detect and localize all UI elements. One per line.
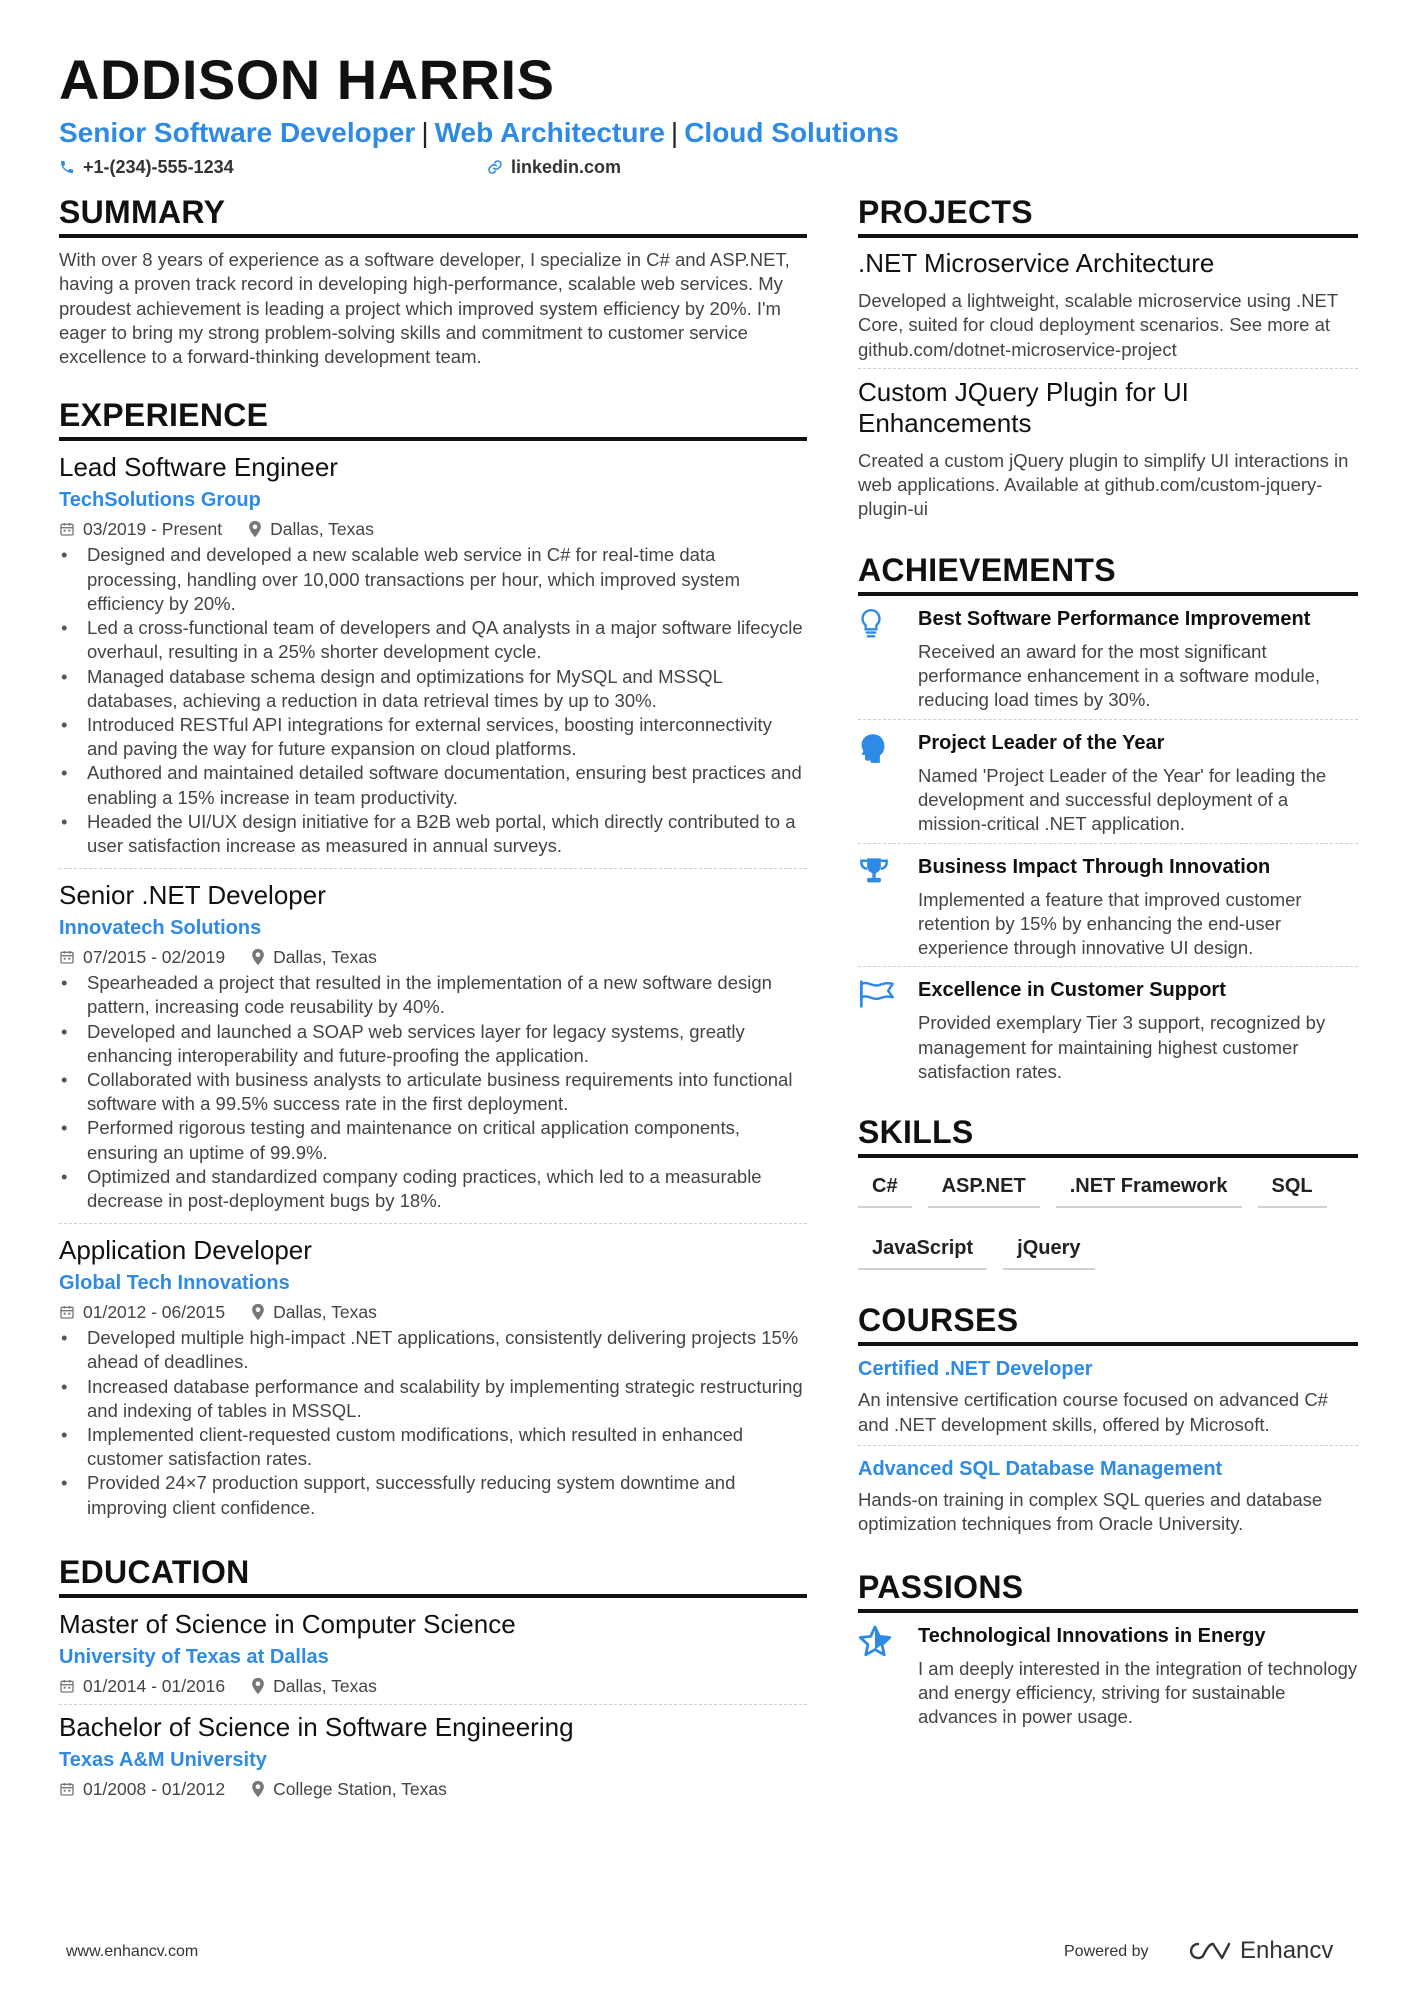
achievement-icon-slot [858, 730, 918, 837]
achievement-title: Excellence in Customer Support [918, 979, 1226, 1002]
headline-role: Senior Software Developer [59, 117, 416, 148]
education-entry [59, 1711, 807, 1811]
location-pin-icon [251, 948, 265, 966]
skill-tag: JavaScript [858, 1230, 987, 1270]
phone-number: +1-(234)-555-1234 [83, 157, 234, 177]
passions-section [858, 1567, 1358, 1736]
achievement-description: Received an award for the most significant performance enhancement in a software module, reducing load times by 30%. [918, 640, 1321, 711]
skill-tag: SQL [1258, 1168, 1327, 1208]
job-dates-text: 01/2012 - 06/2015 [83, 1302, 226, 1323]
job-bullet: • Led a cross-functional team of developers and QA analysts in a major software lifecycle overhaul, resulting in a 25% shorter development cycle. [59, 616, 807, 664]
contact-linkedin[interactable] [487, 156, 621, 178]
summary-text: With over 8 years of experience as a software developer, I specialize in C# and ASP.NET, having a proven track record in developing high-performance, scalable web services. My proudest achievement is leading a project which improved system efficiency by 20%. I'm eager to bring my strong problem-solving skills and commitment to customer service excellence to a forward-thinking development team. [59, 249, 790, 368]
footer-brand-name: Enhancv [1240, 1937, 1334, 1964]
headline-separator: | [670, 117, 679, 148]
calendar-icon [59, 1304, 75, 1320]
right-column [858, 192, 1358, 1761]
education-meta [59, 1777, 807, 1801]
footer-powered-by: Powered by [1064, 1943, 1149, 1960]
achievement-body [918, 977, 1358, 1084]
job-bullet: • Implemented client-requested custom modifications, which resulted in enhanced customer satisfaction rates. [59, 1423, 807, 1471]
headline-separator: | [421, 117, 429, 148]
achievement-entry [858, 977, 1358, 1090]
head-icon [858, 732, 888, 764]
job-bullet: • Spearheaded a project that resulted in the implementation of a new software design pattern, increasing code reusability by 40%. [59, 971, 807, 1019]
calendar-icon [59, 949, 75, 965]
location-pin-icon [251, 1303, 265, 1321]
courses-heading: COURSES [858, 1300, 1358, 1346]
phone-icon [59, 159, 75, 175]
courses-section [858, 1300, 1358, 1544]
candidate-name: ADDISON HARRIS [59, 48, 555, 111]
project-entry [858, 248, 1358, 369]
job-location [251, 1300, 377, 1324]
achievement-entry [858, 730, 1358, 844]
achievement-icon-slot [858, 977, 918, 1084]
skills-list [858, 1168, 1358, 1292]
achievement-description: Named 'Project Leader of the Year' for leading the development and successful deployment of a mission-critical .NET application. [918, 764, 1327, 835]
headline-focus-2: Cloud Solutions [684, 117, 899, 148]
achievement-icon-slot [858, 854, 918, 961]
achievement-title: Best Software Performance Improvement [918, 607, 1311, 630]
skill-tag: .NET Framework [1056, 1168, 1242, 1208]
degree-title: Bachelor of Science in Software Engineering [59, 1711, 574, 1742]
calendar-icon [59, 521, 75, 537]
education-entry [59, 1608, 807, 1705]
passion-body [918, 1623, 1358, 1730]
job-meta [59, 945, 807, 969]
project-description: Created a custom jQuery plugin to simplify UI interactions in web applications. Available at github.com/custom-jquery-plugin-ui [858, 449, 1349, 520]
job-meta [59, 517, 807, 541]
job-dates [59, 945, 225, 969]
job-bullet: • Introduced RESTful API integrations for external services, boosting interconnectivity and paving the way for future expansion on cloud platforms. [59, 713, 807, 761]
lightbulb-icon [858, 608, 884, 640]
job-bullet: • Managed database schema design and optimizations for MySQL and MSSQL databases, achieving a reduction in data retrieval times by up to 30%. [59, 665, 807, 713]
passion-title: Technological Innovations in Energy [918, 1624, 1266, 1647]
achievement-icon-slot [858, 606, 918, 713]
achievement-entry [858, 606, 1358, 720]
job-dates-text: 03/2019 - Present [83, 519, 223, 540]
job-bullet: • Designed and developed a new scalable web service in C# for real-time data processing, handling over 10,000 transactions per hour, which improved system efficiency by 20%. [59, 543, 807, 616]
job-bullet: • Authored and maintained detailed software documentation, ensuring best practices and enabling a 15% increase in team productivity. [59, 761, 807, 809]
skills-heading: SKILLS [858, 1112, 1358, 1158]
left-column [59, 192, 807, 1837]
projects-section [858, 192, 1358, 528]
project-title: Custom JQuery Plugin for UI Enhancements [858, 376, 1189, 438]
job-bullet: • Optimized and standardized company coding practices, which led to a measurable decrease in post-deployment bugs by 18%. [59, 1165, 807, 1213]
job-location [248, 517, 374, 541]
skill-tag: jQuery [1003, 1230, 1094, 1270]
skill-tag: ASP.NET [928, 1168, 1040, 1208]
job-bullet: • Provided 24×7 production support, successfully reducing system downtime and improving client confidence. [59, 1471, 807, 1519]
location-pin-icon [251, 1677, 265, 1695]
education-meta [59, 1674, 807, 1698]
education-dates [59, 1777, 225, 1801]
job-entry [59, 451, 807, 869]
enhancv-logo-icon [1184, 1939, 1232, 1963]
job-location-text: Dallas, Texas [273, 1302, 377, 1323]
job-meta [59, 1300, 807, 1324]
job-bullet: • Developed multiple high-impact .NET applications, consistently delivering projects 15% ahead of deadlines. [59, 1326, 807, 1374]
passion-entry [858, 1623, 1358, 1736]
job-entry [59, 1234, 807, 1530]
education-location [251, 1777, 447, 1801]
resume-header [59, 48, 1359, 178]
experience-heading: EXPERIENCE [59, 395, 807, 441]
link-icon [487, 159, 503, 175]
course-title: Advanced SQL Database Management [858, 1457, 1223, 1480]
skills-section [858, 1112, 1358, 1292]
passion-icon-slot [858, 1623, 918, 1730]
achievement-body [918, 730, 1358, 837]
education-heading: EDUCATION [59, 1552, 807, 1598]
school-name: University of Texas at Dallas [59, 1645, 329, 1668]
project-title: .NET Microservice Architecture [858, 248, 1215, 278]
linkedin-url: linkedin.com [511, 157, 622, 177]
contact-phone[interactable] [59, 156, 487, 178]
job-entry [59, 879, 807, 1224]
contact-bar [59, 156, 1359, 178]
job-location-text: Dallas, Texas [273, 947, 377, 968]
course-description: Hands-on training in complex SQL queries and database optimization techniques from Oracle University. [858, 1488, 1323, 1535]
job-title: Lead Software Engineer [59, 452, 338, 483]
achievement-entry [858, 854, 1358, 968]
company-name: TechSolutions Group [59, 489, 261, 512]
star-icon [858, 1625, 892, 1657]
flag-icon [858, 979, 896, 1009]
job-title: Senior .NET Developer [59, 880, 326, 911]
trophy-icon [858, 856, 890, 886]
course-entry [858, 1456, 1358, 1545]
project-description: Developed a lightweight, scalable microservice using .NET Core, suited for cloud deployment scenarios. See more at github.com/dotnet-microservice-project [858, 290, 1338, 360]
achievement-body [918, 854, 1358, 961]
achievements-section [858, 550, 1358, 1091]
job-bullet: • Increased database performance and scalability by implementing strategic restructuring and indexing of tables in MSSQL. [59, 1375, 807, 1423]
location-pin-icon [251, 1780, 265, 1798]
course-entry [858, 1356, 1358, 1446]
job-bullet: • Developed and launched a SOAP web services layer for legacy systems, greatly enhancing interoperability and future-proofing the application. [59, 1020, 807, 1068]
summary-section [59, 192, 807, 369]
calendar-icon [59, 1781, 75, 1797]
course-description: An intensive certification course focused on advanced C# and .NET development skills, offered by Microsoft. [858, 1389, 1328, 1435]
achievements-heading: ACHIEVEMENTS [858, 550, 1358, 596]
project-entry [858, 377, 1358, 528]
education-location-text: College Station, Texas [273, 1778, 447, 1799]
page-footer [0, 1935, 1410, 1975]
job-dates-text: 07/2015 - 02/2019 [83, 947, 226, 968]
degree-title: Master of Science in Computer Science [59, 1608, 516, 1639]
passion-description: I am deeply interested in the integration of technology and energy efficiency, striving for sustainable advances in power usage. [918, 1657, 1358, 1728]
education-location-text: Dallas, Texas [273, 1675, 377, 1696]
skill-tag: C# [858, 1168, 912, 1208]
job-location-text: Dallas, Texas [270, 519, 374, 540]
job-bullets [59, 543, 807, 858]
location-pin-icon [248, 520, 262, 538]
job-bullet: • Headed the UI/UX design initiative for a B2B web portal, which directly contributed to a user satisfaction increase as measured in annual surveys. [59, 810, 807, 858]
headline [59, 116, 1359, 150]
company-name: Global Tech Innovations [59, 1272, 290, 1295]
achievement-title: Project Leader of the Year [918, 731, 1165, 754]
education-dates [59, 1674, 225, 1698]
passions-heading: PASSIONS [858, 1567, 1358, 1613]
company-name: Innovatech Solutions [59, 917, 262, 940]
projects-heading: PROJECTS [858, 192, 1358, 238]
education-dates-text: 01/2014 - 01/2016 [83, 1675, 226, 1696]
education-section [59, 1552, 807, 1811]
achievement-title: Business Impact Through Innovation [918, 855, 1271, 878]
calendar-icon [59, 1678, 75, 1694]
job-bullets [59, 1326, 807, 1520]
job-dates [59, 1300, 225, 1324]
job-dates [59, 517, 222, 541]
achievement-description: Implemented a feature that improved customer retention by 15% by enhancing the end-user experience through innovative UI design. [918, 888, 1302, 959]
experience-section [59, 395, 807, 1529]
course-title: Certified .NET Developer [858, 1358, 1093, 1381]
footer-url[interactable]: www.enhancv.com [66, 1943, 199, 1960]
job-title: Application Developer [59, 1235, 312, 1266]
education-location [251, 1674, 377, 1698]
footer-brand[interactable] [1184, 1937, 1333, 1965]
job-location [251, 945, 377, 969]
education-dates-text: 01/2008 - 01/2012 [83, 1778, 226, 1799]
achievement-body [918, 606, 1358, 713]
job-bullet: • Performed rigorous testing and maintenance on critical application components, ensuring an uptime of 99.9%. [59, 1116, 807, 1164]
summary-heading: SUMMARY [59, 192, 807, 238]
school-name: Texas A&M University [59, 1748, 267, 1771]
headline-focus-1: Web Architecture [434, 117, 665, 148]
achievement-description: Provided exemplary Tier 3 support, recognized by management for maintaining highest customer satisfaction rates. [918, 1012, 1326, 1083]
job-bullet: • Collaborated with business analysts to articulate business requirements into functional software with a 99.5% success rate in the first deployment. [59, 1068, 807, 1116]
job-bullets [59, 971, 807, 1213]
